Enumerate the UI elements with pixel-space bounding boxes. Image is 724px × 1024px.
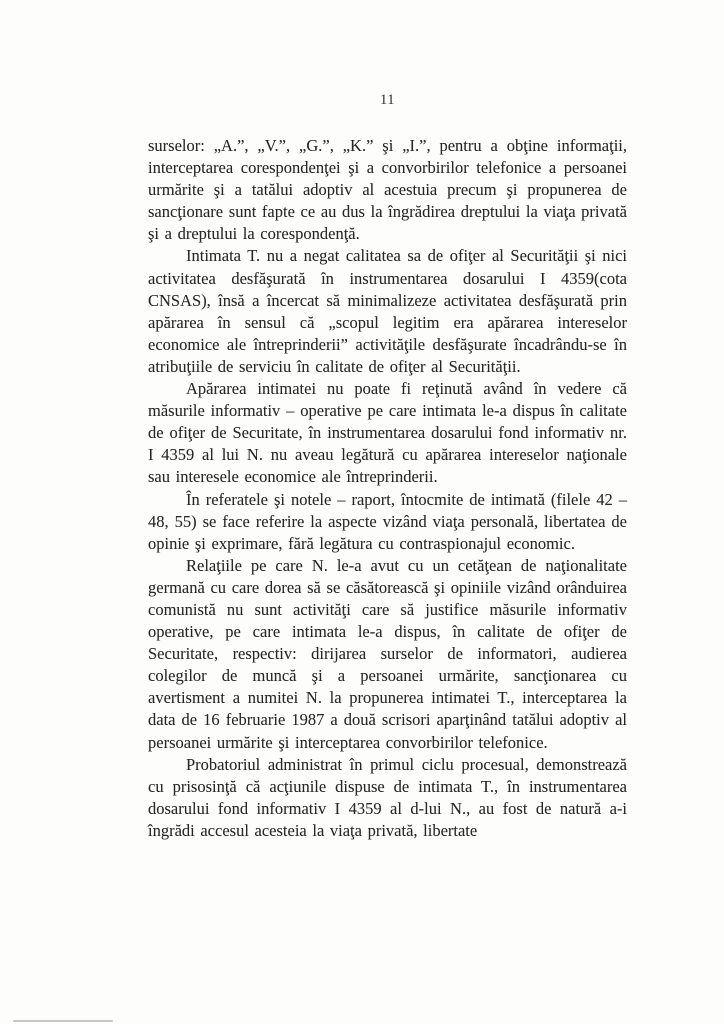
paragraph: În referatele şi notele – raport, întocmite de intimată (filele 42 – 48, 55) se face referire la aspecte vizând viaţa personală, libertatea de opinie şi exprimare, fără legătura cu contraspionajul economic. [148, 489, 627, 553]
body-text [148, 135, 627, 842]
paragraph: Relaţiile pe care N. le-a avut cu un cetăţean de naţionalitate germană cu care dorea să se căsătorească şi opiniile vizând orânduirea comunistă nu sunt activităţi care să justifice măsurile informativ operative, pe care intimata le-a dispus, în calitate de ofiţer de Securitate, respectiv: dirijarea surselor de informatori, audierea colegilor de muncă şi a persoanei urmărite, sancţionarea cu avertisment a numitei N. la propunerea intimatei T., interceptarea la data de 16 februarie 1987 a două scrisori aparţinând tatălui adoptiv al persoanei urmărite şi interceptarea convorbirilor telefonice. [148, 555, 627, 752]
scan-artifact-line [13, 1020, 113, 1022]
paragraph: Probatoriul administrat în primul ciclu procesual, demonstrează cu prisosinţă că acţiunile dispuse de intimata T., în instrumentarea dosarului fond informativ I 4359 al d-lui N., au fost de natură a-i îngrădi accesul acesteia la viaţa privată, libertate [148, 754, 627, 840]
page-number: 11 [380, 92, 395, 108]
paragraph: Intimata T. nu a negat calitatea sa de ofiţer al Securităţii şi nici activitatea desfăşurată în instrumentarea dosarului I 4359(cota CNSAS), însă a încercat să minimalizeze activitatea desfăşurată prin apărarea în sensul că „scopul legitim era apărarea intereselor economice ale întreprinderii” activităţile desfăşurate încadrându-se în atribuţiile de serviciu în calitate de ofiţer al Securităţii. [148, 246, 627, 376]
paragraph: Apărarea intimatei nu poate fi reţinută având în vedere că măsurile informativ – operative pe care intimata le-a dispus în calitate de ofiţer de Securitate, în instrumentarea dosarului fond informativ nr. I 4359 al lui N. nu aveau legătură cu apărarea intereselor naţionale sau interesele economice ale întreprinderii. [148, 379, 627, 487]
paragraph: surselor: „A.”, „V.”, „G.”, „K.” şi „I.”, pentru a obţine informaţii, interceptarea corespondenţei şi a convorbirilor telefonice a persoanei urmărite şi a tatălui adoptiv al acestuia precum şi propunerea de sancţionare sunt fapte ce au dus la îngrădirea dreptului la viaţa privată şi a dreptului la corespondenţă. [148, 136, 627, 244]
